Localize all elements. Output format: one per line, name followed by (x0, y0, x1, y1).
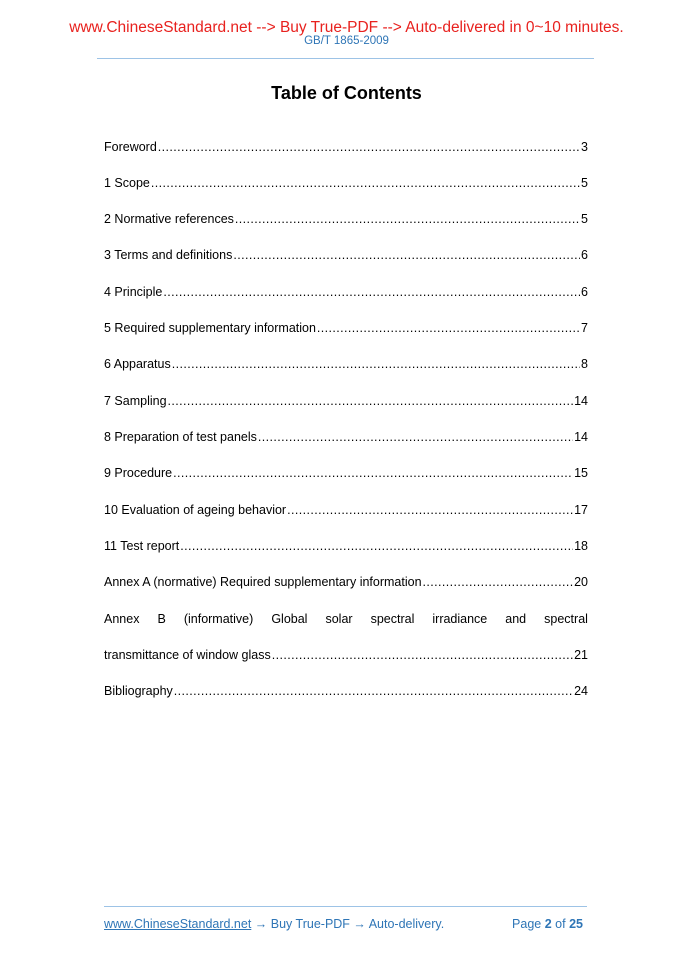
toc-entry-foreword[interactable] (104, 138, 588, 156)
toc-entry-word: solar (325, 612, 353, 626)
footer-tagline: → Buy True-PDF → Auto-delivery. (251, 917, 445, 931)
of-word: of (555, 917, 566, 931)
toc-entry-label: Annex A (normative) Required supplementary information (104, 575, 422, 589)
toc-entry-label: 3 Terms and definitions (104, 248, 233, 262)
page-word: Page (512, 917, 542, 931)
toc-entry-word: spectral (544, 612, 588, 626)
toc-entry-word: and (505, 612, 527, 626)
toc-leader-dots (258, 428, 573, 446)
toc-entry-label: 4 Principle (104, 285, 163, 299)
toc-leader-dots (158, 138, 580, 156)
toc-page-number: 14 (574, 394, 588, 408)
toc-page-number: 15 (574, 466, 588, 480)
toc-entry-label: 2 Normative references (104, 212, 234, 226)
toc-entry-label: transmittance of window glass (104, 648, 271, 662)
toc-leader-dots (287, 501, 573, 519)
header-divider (97, 58, 594, 59)
toc-entry-procedure[interactable] (104, 464, 588, 482)
toc-entry-bibliography[interactable] (104, 682, 588, 700)
toc-leader-dots (272, 646, 573, 664)
toc-page-number: 24 (574, 684, 588, 698)
toc-page-number: 3 (581, 140, 588, 154)
toc-entry-label: 6 Apparatus (104, 357, 171, 371)
footer-site-link[interactable]: www.ChineseStandard.net (104, 917, 252, 931)
toc-page-number: 6 (581, 248, 588, 262)
toc-leader-dots (423, 573, 574, 591)
toc-leader-dots (173, 464, 573, 482)
toc-entry-test-report[interactable] (104, 537, 588, 555)
toc-leader-dots (168, 392, 574, 410)
toc-entry-annex-b-continued[interactable] (104, 646, 588, 664)
toc-entry-word: (informative) (183, 612, 254, 626)
toc-page-number: 17 (574, 503, 588, 517)
footer-divider (104, 906, 587, 907)
toc-entry-terms-and-definitions[interactable] (104, 246, 588, 264)
toc-leader-dots (172, 355, 580, 373)
page-footer (104, 916, 587, 932)
total-page-count: 25 (569, 917, 583, 931)
toc-leader-dots (317, 319, 580, 337)
toc-entry-principle[interactable] (104, 283, 588, 301)
toc-entry-normative-references[interactable] (104, 210, 588, 228)
toc-page-number: 5 (581, 212, 588, 226)
toc-entry-label: 5 Required supplementary information (104, 321, 316, 335)
current-page-number: 2 (544, 917, 552, 931)
toc-leader-dots (235, 210, 580, 228)
toc-page-number: 8 (581, 357, 588, 371)
toc-entry-label: 8 Preparation of test panels (104, 430, 257, 444)
toc-entry-word: Annex (104, 612, 140, 626)
toc-entry-label: 11 Test report (104, 539, 180, 553)
toc-page-number: 18 (574, 539, 588, 553)
page-title: Table of Contents (271, 83, 422, 103)
toc-entry-scope[interactable] (104, 174, 588, 192)
toc-entry-word: irradiance (432, 612, 488, 626)
toc-page-number: 20 (574, 575, 588, 589)
toc-entry-annex-b[interactable] (104, 610, 588, 628)
toc-entry-label: 7 Sampling (104, 394, 167, 408)
toc-entry-annex-a[interactable] (104, 573, 588, 591)
promo-banner[interactable]: www.ChineseStandard.net --> Buy True-PDF --> Auto-delivered in 0~10 minutes. (69, 19, 624, 36)
toc-entry-label: 9 Procedure (104, 466, 173, 480)
toc-page-number: 21 (574, 648, 588, 662)
toc-page-number: 6 (581, 285, 588, 299)
toc-entry-label: Foreword (104, 140, 157, 154)
toc-entry-label: Bibliography (104, 684, 173, 698)
toc-leader-dots (174, 682, 573, 700)
toc-entry-apparatus[interactable] (104, 355, 588, 373)
toc-page-number: 14 (574, 430, 588, 444)
toc-leader-dots (233, 246, 580, 264)
toc-page-number: 5 (581, 176, 588, 190)
toc-leader-dots (163, 283, 580, 301)
toc-entry-label: 1 Scope (104, 176, 150, 190)
toc-page-number: 7 (581, 321, 588, 335)
toc-entry-sampling[interactable] (104, 392, 588, 410)
toc-entry-word: B (157, 612, 166, 626)
toc-entry-evaluation-of-ageing-behavior[interactable] (104, 501, 588, 519)
page-indicator (512, 916, 583, 932)
document-id: GB/T 1865-2009 (304, 35, 389, 47)
toc-leader-dots (151, 174, 580, 192)
toc-entry-label: 10 Evaluation of ageing behavior (104, 503, 287, 517)
toc-leader-dots (180, 537, 573, 555)
toc-entry-word: Global (271, 612, 308, 626)
toc-entry-preparation-of-test-panels[interactable] (104, 428, 588, 446)
toc-entry-required-supplementary-information[interactable] (104, 319, 588, 337)
toc-entry-word: spectral (370, 612, 415, 626)
